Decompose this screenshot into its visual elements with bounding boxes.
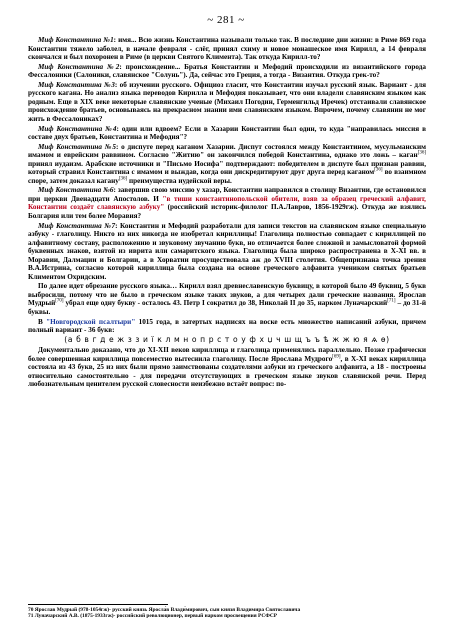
paragraph-text: : происхождение... Братья Константин и Мефодий происходили из византийского города Фессалоники (Салоники, славянское "Солунь"). Да, сейчас это Греция, а тогда - Византия. Откуда грек-то? bbox=[28, 62, 426, 80]
myth-heading: Миф Константина №7 bbox=[38, 221, 116, 230]
myth-paragraph-2 bbox=[28, 63, 426, 80]
myth-heading: Миф Константина №6 bbox=[38, 186, 114, 195]
paragraph-text: : имя... Всю жизнь Константина называли только так. В последние дни жизни: в Риме 869 года Константин тяжело заболел, в начале февраля - слёг, принял схиму и новое монашеское имя Кирилл, а 14 февраля скончался и был похоронен в Риме (в церкви Святого Климента). Так откуда Кирилл-то? bbox=[28, 36, 427, 61]
myth-heading: Миф Константина №5 bbox=[38, 142, 116, 151]
myth-paragraph-3 bbox=[28, 81, 426, 124]
paragraph-text: принял иудаизм. Арабские источники и "Письмо Иосифа" подтверждают: победителем в диспуте был признан раввин, который стравил Константина с имамом и выждав, когда они дискредитируют друг друга перед каганом bbox=[28, 159, 426, 177]
paragraph-text: : об изучении русского. Официоз гласит, что Константин изучал русский язык. Вариант - для русского кагана. Но анализ языка переводов Кирилла и Мефодия показывает, что они владели славянским языком как родным. Еще в XIX веке некоторые славянские ученые (Михаил Погодин, Герменгильд Иречек) отстаивали славянское происхождение братьев, основываясь на прекрасном знании ими славянским языком. Впрочем, почему славянин не мог жить в Фессалониках? bbox=[28, 80, 426, 123]
paragraph-text: , в X-XI веках кириллица состояла из 43 букв, 25 из них были прямо заимствованы создателями азбуки из греческого алфавита, а 18 - построены относительно самостоятельно - для передачи отсутствующих в греческом языке звуков славянской речи. Перед любознательным ценителем русской словесности неизбежно встаёт вопрос: по- bbox=[28, 354, 427, 389]
highlighted-quote: "в тиши константинопольской обители, взяв за образец греческий алфавит, Константин создаёт славянскую азбуку" bbox=[28, 194, 426, 212]
footnote-ref[interactable]: [70] bbox=[55, 298, 64, 304]
footnote-ref[interactable]: [71] bbox=[387, 298, 396, 304]
myth-paragraph-6 bbox=[28, 186, 426, 220]
paragraph-text: В bbox=[38, 317, 47, 326]
footnote-divider bbox=[28, 604, 168, 605]
myth-heading: Миф Константина №3 bbox=[38, 80, 115, 89]
body-text bbox=[28, 36, 426, 390]
myth-paragraph-4 bbox=[28, 125, 426, 142]
alphabet-line: (а б в г д е ж з з и ї к л м н о п р с т о у ф х џ ч ш щ ъ ъ ѣ ж ж ю я ѧ ѳ) bbox=[64, 334, 390, 344]
myth-paragraph-7 bbox=[28, 222, 426, 282]
alphabet-reduction-paragraph bbox=[28, 282, 426, 316]
myth-heading: Миф Константина №2 bbox=[38, 62, 120, 71]
paragraph-text: : Константин и Мефодий разработали для записи текстов на славянском языке специальную азбуку - глаголицу. Никто из них никогда не изобретал кириллицы! Глаголица полностью совпадает с кириллицей по алфавитному составу, расположению и звуковому звучанию букв, но отличается более сложной и замысловатой формой буквенных знаков, взятой из иврита или самаритского языка. Глаголица была широко распространена в X-XI вв. в Моравии, Далмации и Болгарии, а в Хорватии просуществовала аж до XVIII столетия. Общепризнана точка зрения В.А.Истрина, согласно которой кириллица была создана на основе греческого алфавита учеником святых братьев Климентом Охридским. bbox=[28, 221, 426, 281]
footnote-ref[interactable]: [69] bbox=[332, 354, 341, 360]
footnote-ref[interactable]: [36] bbox=[118, 176, 128, 182]
paragraph-text: 1015 года, в затертых надписях на воске есть множество написаний азбуки, причем полный вариант - 36 букв: bbox=[28, 317, 426, 334]
footnotes bbox=[28, 607, 426, 620]
footnote-70: 70 Ярослав Мудрый (978-1054гж)- русский князь Яросла́в Влади́мирович, сын князя Владимира Святославича bbox=[28, 607, 301, 613]
footnote-71: 71 Луначарский А.В. (1875-1933гж)- российский революционер, первый нарком просвещения РСФСР bbox=[28, 613, 278, 620]
footnote-ref[interactable]: [36] bbox=[417, 150, 426, 156]
paragraph-text: убрал еще одну букву - осталось 43. Петр I сократил до 38, Николай II до 35, нарком Луначарский bbox=[63, 299, 388, 308]
paragraph-text: По далее идет обрезание русского языка… Кирилл взял древнеславенскую буквицу, в которой было 49 буквиц, 5 букв выбросили, потому что не было в греческом языке таких звуков, а для четырех дали греческие названия. Ярослав Мудрый bbox=[28, 282, 426, 308]
page-number: ~ 281 ~ bbox=[207, 14, 245, 26]
myth-paragraph-5 bbox=[28, 143, 426, 186]
paragraph-text: преимущества иудейской веры. bbox=[127, 176, 232, 185]
paragraph-text: : о диспуте перед каганом Хазарии. Диспут состоялся между Константином, мусульманским имамом и еврейским раввином. Согласно "Житию" он закончился победой Константина, однако это ложь – каган bbox=[28, 142, 426, 160]
final-paragraph bbox=[28, 346, 426, 389]
psalter-paragraph bbox=[28, 318, 426, 335]
paragraph-text: Документально доказано, что до XI-XII веков кириллица и глаголица применялись параллельно. Позже графически более совершенная кириллица повсеместно вытеснила глаголицу. После Ярослава Мудрого bbox=[28, 346, 426, 363]
paragraph-text: : завершив свою миссию у хазар, Константин направился в столицу Византии, где остановился при церкви Двенадцати Апостолов. И bbox=[28, 186, 426, 203]
footnote-ref[interactable]: [36] bbox=[374, 167, 383, 173]
paragraph-text: : один или вдвоем? Если в Хазарии Константин был один, то куда "направилась миссия в составе двух братьев, Константина и Мефодия"? bbox=[28, 124, 426, 142]
myth-heading: Миф Константина №1 bbox=[38, 36, 114, 44]
psalter-link[interactable]: "Новгородской псалтыри" bbox=[46, 317, 136, 326]
myth-paragraph-1 bbox=[28, 36, 426, 62]
paragraph-text: во взаимном споре, затем доказал кагану bbox=[28, 168, 426, 185]
paragraph-text: (российский историк-филолог П.А.Лавров, 1856-1929гж). Откуда же взялись Болгария или тем более Моравия? bbox=[28, 203, 426, 220]
myth-heading: Миф Константина №4 bbox=[38, 124, 117, 133]
paragraph-text: – до 31-й буквы. bbox=[28, 299, 426, 316]
